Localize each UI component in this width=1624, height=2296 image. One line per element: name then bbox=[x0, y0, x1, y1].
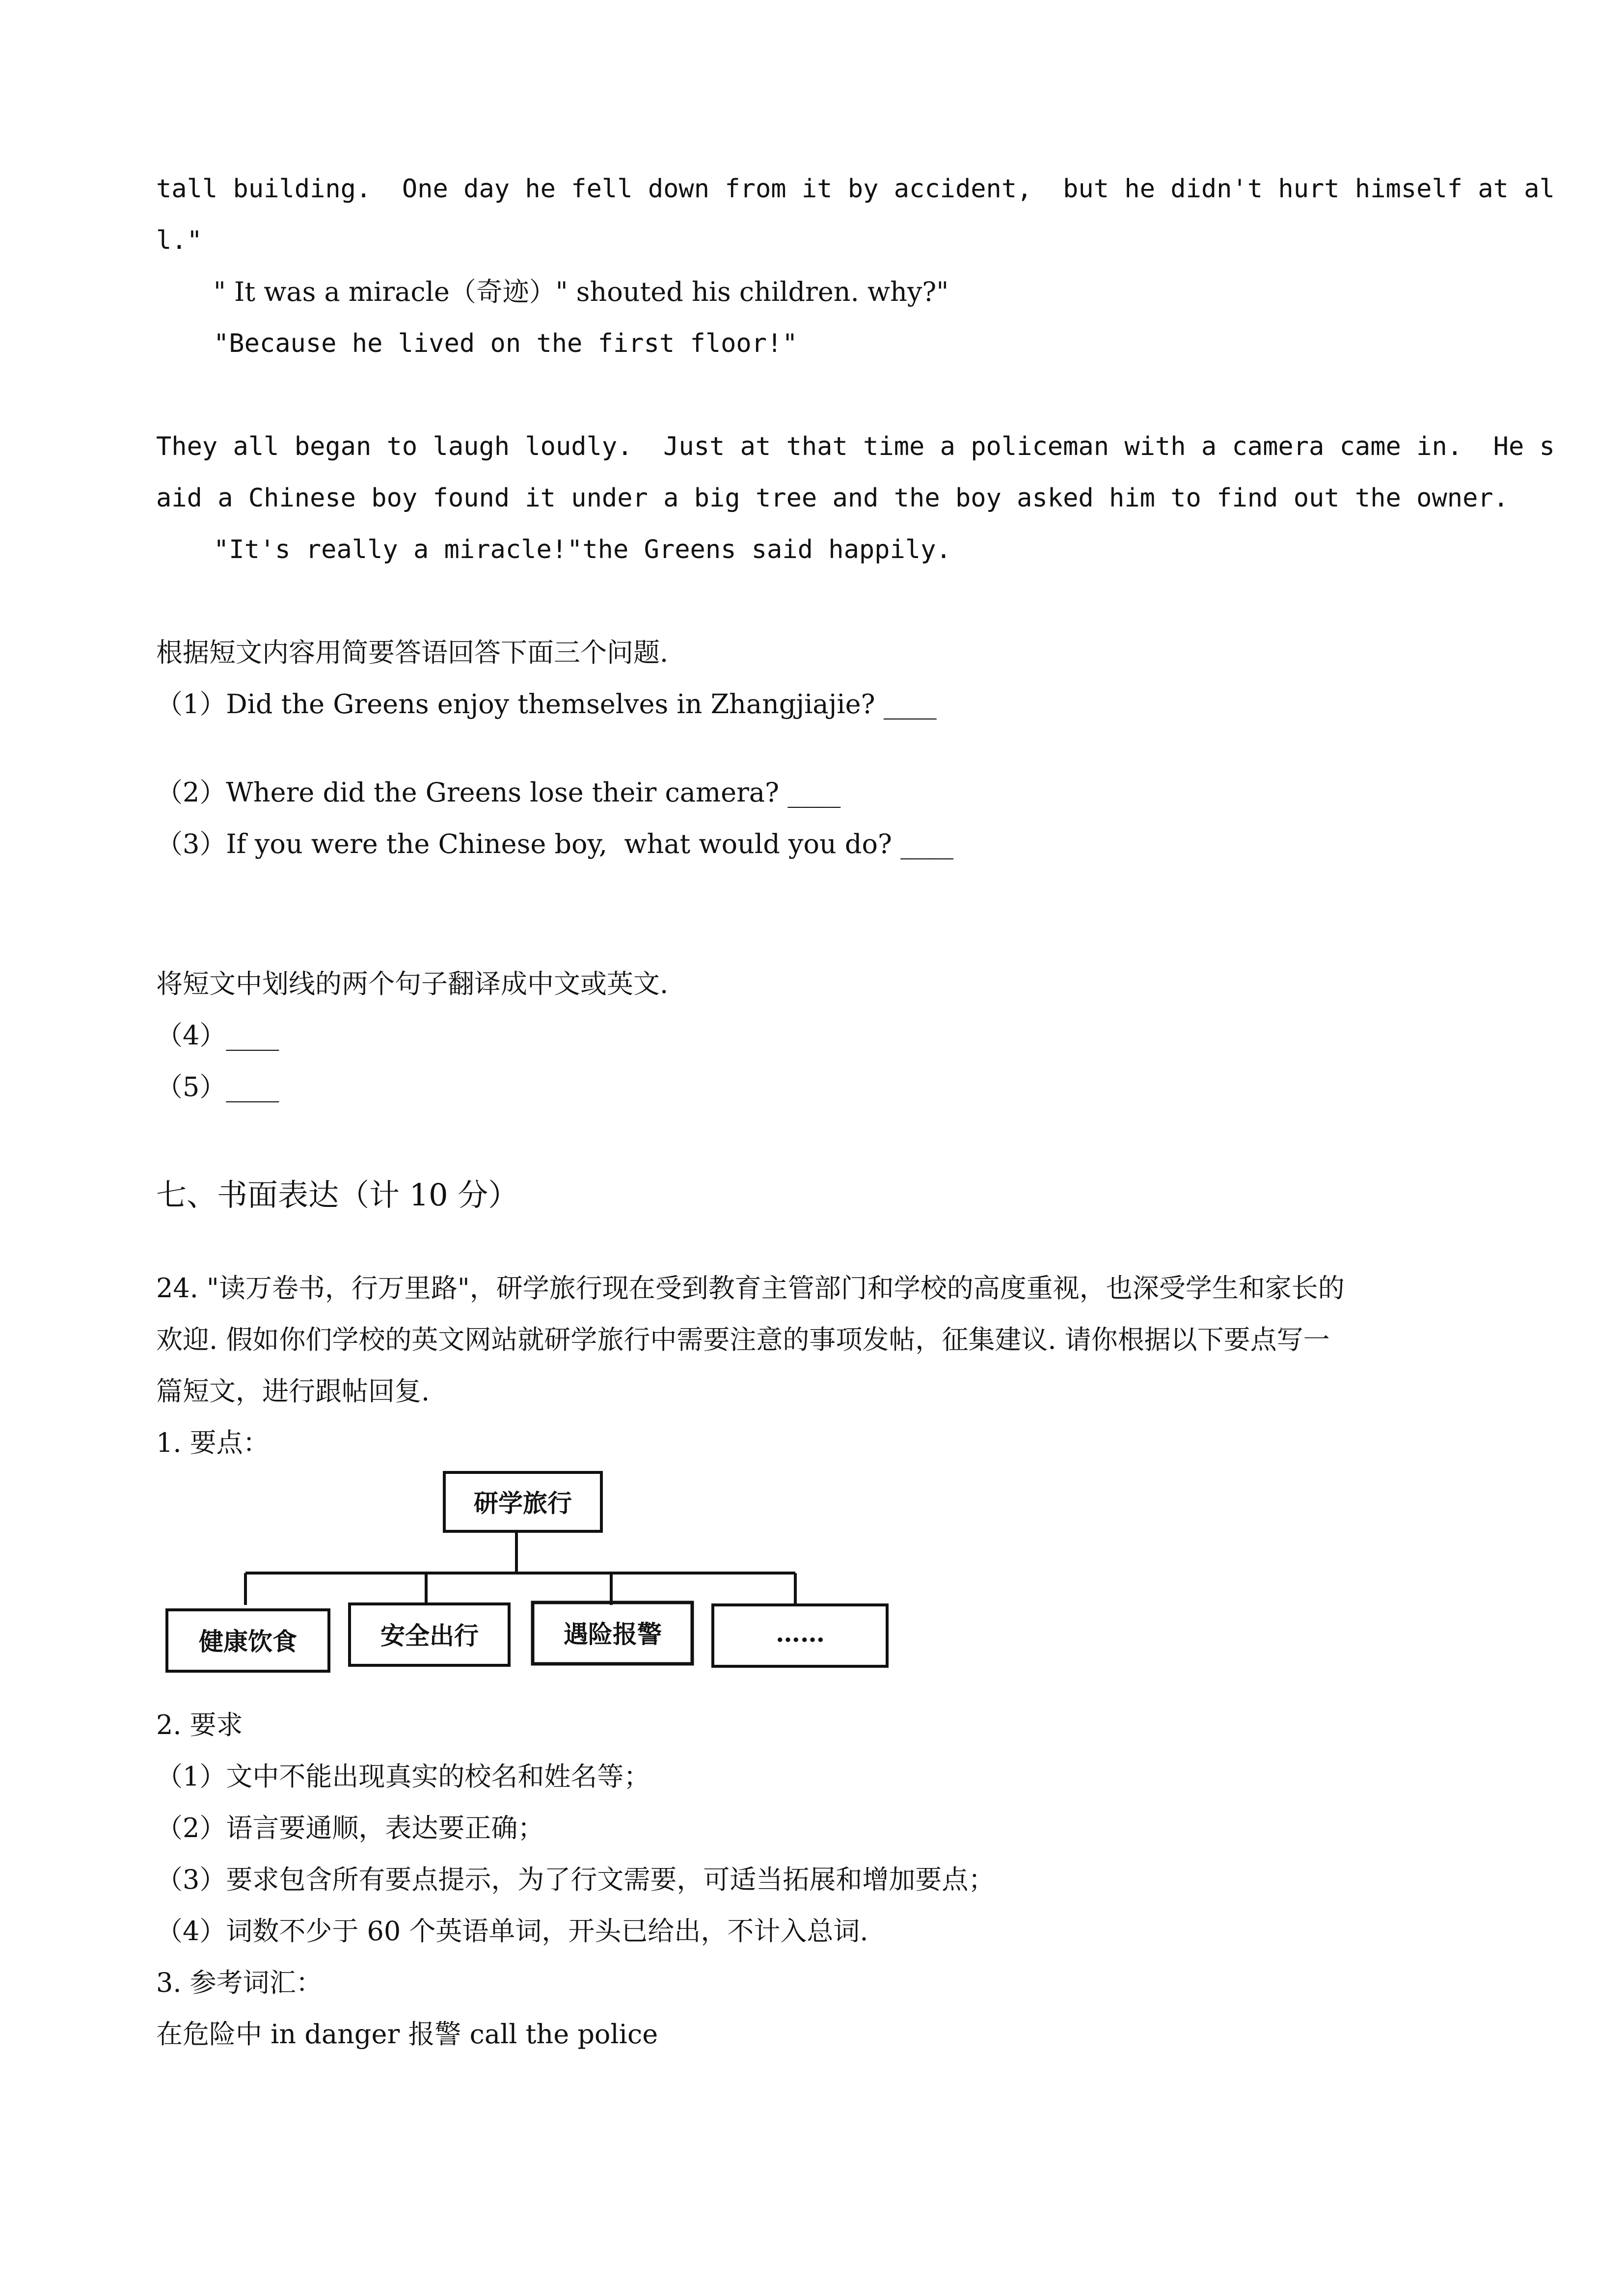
diagram-label-call-police: 遇险报警 bbox=[564, 1620, 662, 1649]
requirements-label: 2. 要求 bbox=[156, 1709, 243, 1740]
requirement-3: （3）要求包含所有要点提示，为了行文需要，可适当拓展和增加要点； bbox=[156, 1864, 995, 1895]
vocab-label: 3. 参考词汇： bbox=[156, 1967, 323, 1998]
story-line-1: tall building. One day he fell down from it by accident, but he didn't hurt himself at al bbox=[156, 174, 1555, 204]
diagram-label-more: …… bbox=[776, 1619, 825, 1648]
story-line-5: They all began to laugh loudly. Just at that time a policeman with a camera came in. He s bbox=[156, 432, 1555, 461]
diagram-node-healthy-diet bbox=[167, 1610, 329, 1671]
requirement-4: （4）词数不少于 60 个英语单词，开头已给出，不计入总词. bbox=[156, 1916, 868, 1947]
section-heading: 七、书面表达（计 10 分） bbox=[156, 1177, 519, 1213]
question-4: （4）____ bbox=[156, 1020, 279, 1051]
diagram-root-label: 研学旅行 bbox=[474, 1489, 572, 1518]
requirement-2: （2）语言要通顺，表达要正确； bbox=[156, 1813, 544, 1843]
instruction-answer-questions: 根据短文内容用简要答语回答下面三个问题. bbox=[156, 637, 669, 668]
diagram-node-safe-travel bbox=[350, 1604, 509, 1665]
question-5: （5）____ bbox=[156, 1071, 279, 1102]
diagram-node-more bbox=[713, 1605, 887, 1666]
prompt-line-3: 篇短文，进行跟帖回复. bbox=[156, 1376, 430, 1407]
points-diagram bbox=[157, 1468, 893, 1688]
diagram-label-healthy-diet: 健康饮食 bbox=[199, 1627, 297, 1656]
points-label: 1. 要点： bbox=[156, 1427, 270, 1458]
requirement-1: （1）文中不能出现真实的校名和姓名等； bbox=[156, 1761, 650, 1792]
instruction-translate: 将短文中划线的两个句子翻译成中文或英文. bbox=[156, 968, 669, 999]
prompt-line-2: 欢迎. 假如你们学校的英文网站就研学旅行中需要注意的事项发帖，征集建议. 请你根据以下要点写一 bbox=[156, 1324, 1330, 1355]
story-line-4: "Because he lived on the first floor!" bbox=[214, 329, 798, 358]
prompt-line-1: 24. "读万卷书，行万里路"，研学旅行现在受到教育主管部门和学校的高度重视，也深受学生和家长的 bbox=[156, 1273, 1345, 1304]
story-line-3: " It was a miracle（奇迹）" shouted his children. why?" bbox=[214, 276, 949, 307]
diagram-root-node bbox=[444, 1472, 601, 1531]
vocab-line: 在危险中 in danger 报警 call the police bbox=[156, 2019, 658, 2050]
story-line-7: "It's really a miracle!"the Greens said happily. bbox=[214, 535, 951, 564]
story-line-2: l." bbox=[156, 226, 202, 255]
question-1: （1）Did the Greens enjoy themselves in Zhangjiajie? ____ bbox=[156, 689, 937, 720]
story-line-6: aid a Chinese boy found it under a big tree and the boy asked him to find out the owner. bbox=[156, 483, 1509, 513]
diagram-node-call-police bbox=[533, 1602, 692, 1664]
question-2: （2）Where did the Greens lose their camera? ____ bbox=[156, 777, 841, 808]
diagram-label-safe-travel: 安全出行 bbox=[380, 1621, 479, 1650]
question-3: （3）If you were the Chinese boy, what would you do? ____ bbox=[156, 828, 954, 859]
diagram-connectors bbox=[245, 1531, 795, 1605]
